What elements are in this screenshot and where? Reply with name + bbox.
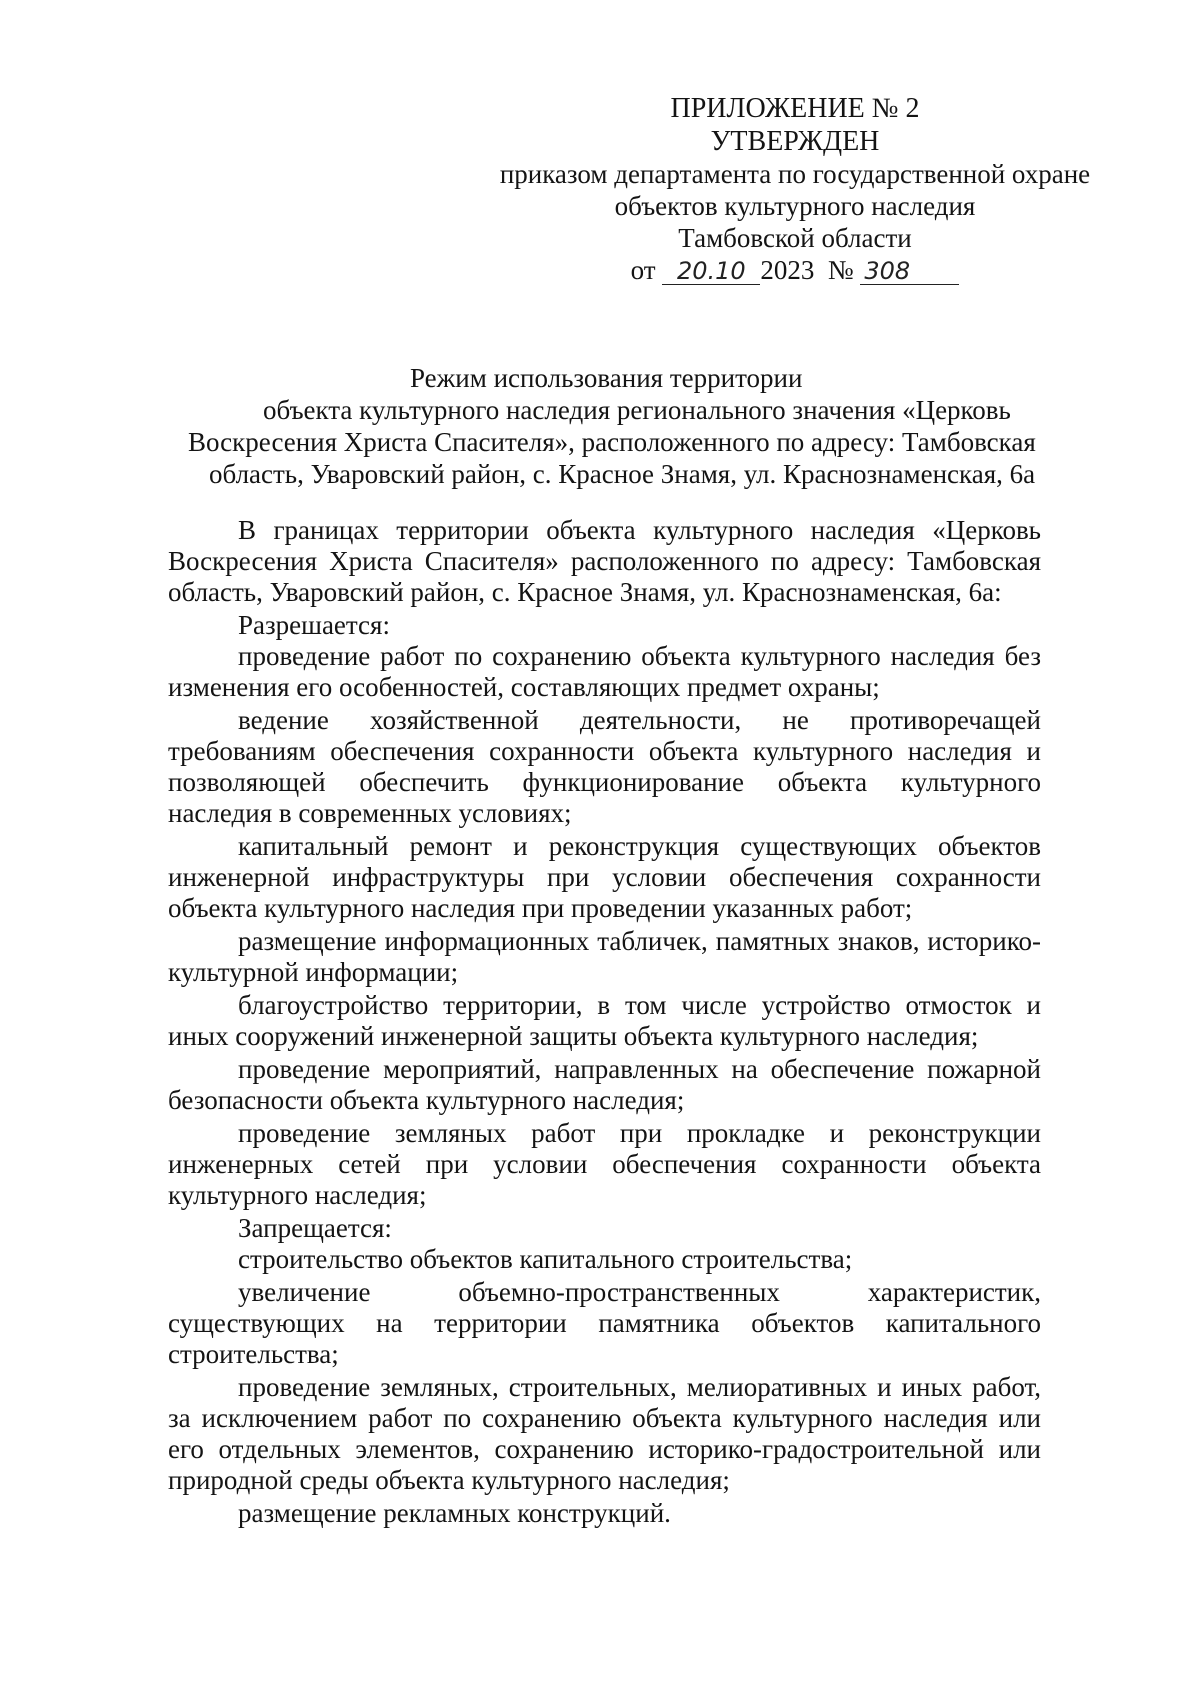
order-date-line xyxy=(470,254,1120,286)
title-line-2: объекта культурного наследия регионального значения «Церковь xyxy=(263,395,1011,425)
handwritten-date: 20.10 xyxy=(662,258,760,285)
approval-header xyxy=(470,92,1120,286)
title-line-1: Режим использования территории xyxy=(410,363,803,393)
number-sign: № xyxy=(827,255,854,285)
appendix-label: ПРИЛОЖЕНИЕ № 2 xyxy=(670,93,920,124)
prohibited-item: увеличение объемно-пространственных характеристик, существующих на территории памятника объектов капитального строительства; xyxy=(168,1277,1041,1369)
title-line-4: область, Уваровский район, с. Красное Знамя, ул. Краснознаменская, 6а xyxy=(209,459,1036,489)
order-year: 2023 xyxy=(760,255,815,285)
allowed-item: капитальный ремонт и реконструкция существующих объектов инженерной инфраструктуры при условии обеспечения сохранности объекта культурного наследия при проведении указанных работ; xyxy=(168,831,1041,923)
allowed-item: размещение информационных табличек, памятных знаков, историко-культурной информации; xyxy=(168,926,1041,987)
prohibited-item: проведение земляных, строительных, мелиоративных и иных работ, за исключением работ по сохранению объекта культурного наследия или его отдельных элементов, сохранению историко-градостроительной или природной среды объекта культурного наследия; xyxy=(168,1372,1041,1495)
order-line-1: приказом департамента по государственной охране xyxy=(499,159,1091,189)
intro-paragraph: В границах территории объекта культурного наследия «Церковь Воскресения Христа Спасителя» расположенного по адресу: Тамбовская область, Уваровский район, с. Красное Знамя, ул. Краснознаменская, 6а: xyxy=(168,515,1041,607)
allowed-item: проведение земляных работ при прокладке и реконструкции инженерных сетей при условии обеспечения сохранности объекта культурного наследия; xyxy=(168,1118,1041,1210)
allowed-item: ведение хозяйственной деятельности, не противоречащей требованиям обеспечения сохранности объекта культурного наследия и позволяющей обеспечить функционирование объекта культурного наследия в современных условиях; xyxy=(168,705,1041,828)
prohibited-item: строительство объектов капитального строительства; xyxy=(238,1244,853,1274)
order-line-2: объектов культурного наследия xyxy=(614,191,976,221)
prohibited-label: Запрещается: xyxy=(238,1213,392,1243)
allowed-item: проведение работ по сохранению объекта культурного наследия без изменения его особенностей, составляющих предмет охраны; xyxy=(168,641,1041,702)
handwritten-number: 308 xyxy=(860,258,959,285)
allowed-item: благоустройство территории, в том числе устройство отмосток и иных сооружений инженерной защиты объекта культурного наследия; xyxy=(168,990,1041,1051)
date-prefix: от xyxy=(630,255,656,285)
approved-label: УТВЕРЖДЕН xyxy=(710,126,880,157)
title-line-3: Воскресения Христа Спасителя», расположенного по адресу: Тамбовская xyxy=(188,427,1036,457)
prohibited-item: размещение рекламных конструкций. xyxy=(238,1498,671,1528)
document-body xyxy=(168,515,1041,1531)
allowed-item: проведение мероприятий, направленных на обеспечение пожарной безопасности объекта культурного наследия; xyxy=(168,1054,1041,1115)
order-line-3: Тамбовской области xyxy=(678,223,912,253)
allowed-label: Разрешается: xyxy=(238,610,390,640)
document-title xyxy=(175,362,1045,490)
